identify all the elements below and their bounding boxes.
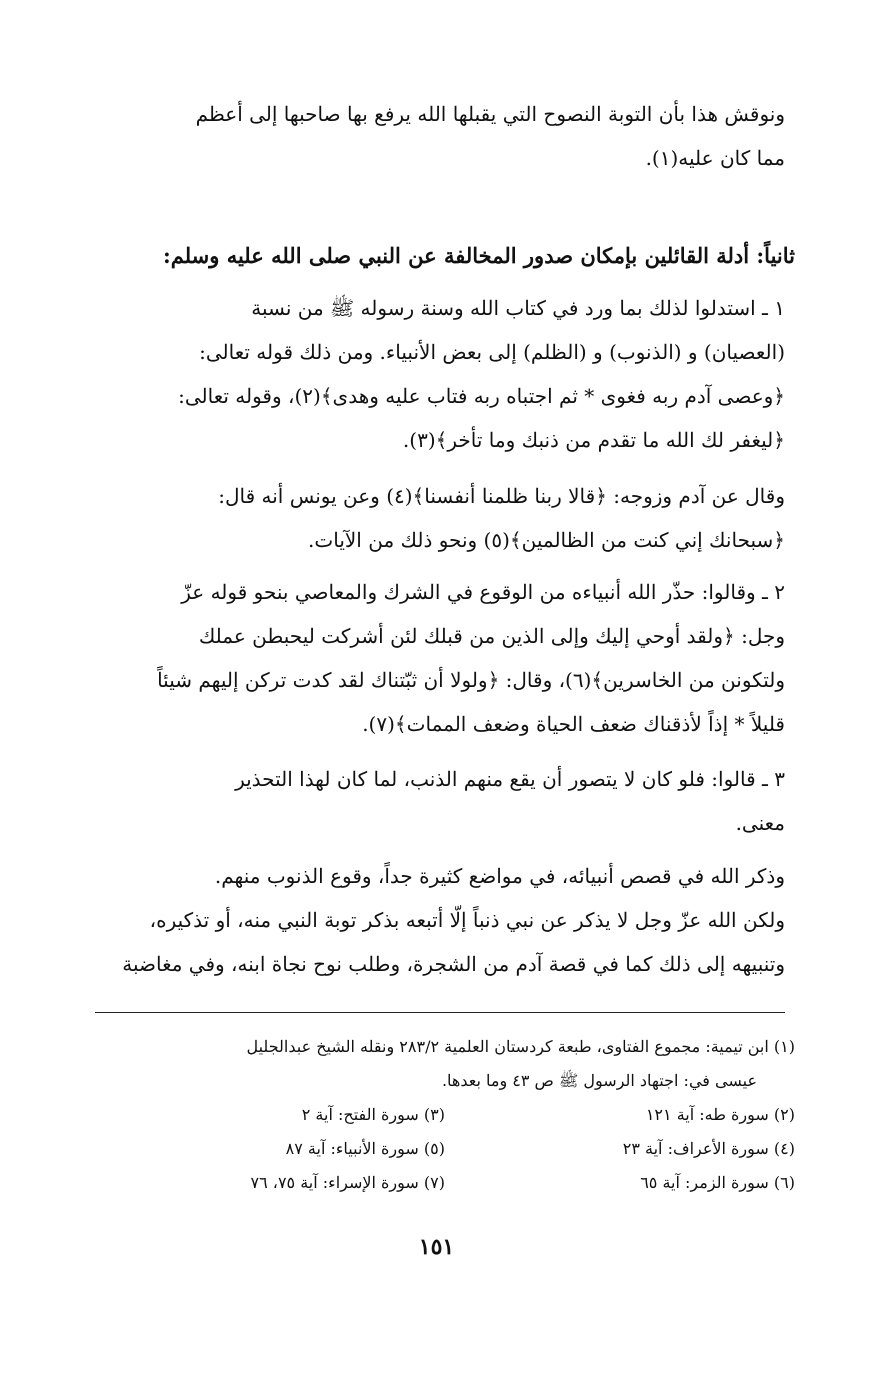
footnote-1-line-2: عيسى في: اجتهاد الرسول ﷺ ص ٤٣ وما بعدها. (441, 1071, 757, 1090)
paragraph-5 (95, 854, 785, 986)
intro-line-1: ونوقش هذا بأن التوبة النصوح التي يقبلها الله يرفع بها صاحبها إلى أعظم (195, 102, 785, 126)
paragraph-3-line-2: وجل: ﴿ولقد أوحي إليك وإلى الذين من قبلك لئن أشركت ليحبطن عملك (198, 624, 785, 648)
paragraph-1-line-3: ﴿وعصى آدم ربه فغوى * ثم اجتباه ربه فتاب عليه وهدى﴾(٢)، وقوله تعالى: (178, 384, 785, 408)
footnote-row-2-3 (95, 1098, 795, 1132)
paragraph-3 (95, 570, 785, 746)
footnote-6: (٦) سورة الزمر: آية ٦٥ (640, 1173, 795, 1192)
paragraph-5-line-1: وذكر الله في قصص أنبيائه، في مواضع كثيرة جداً، وقوع الذنوب منهم. (214, 864, 785, 888)
footnote-row-6-7 (95, 1166, 795, 1200)
intro-paragraph (95, 92, 785, 180)
paragraph-5-line-3: وتنبيهه إلى ذلك كما في قصة آدم من الشجرة، وطلب نوح نجاة ابنه، وفي مغاضبة (122, 952, 785, 976)
footnote-divider (95, 1012, 785, 1013)
paragraph-2 (95, 474, 785, 562)
paragraph-1-line-2: (العصيان) و (الذنوب) و (الظلم) إلى بعض الأنبياء. ومن ذلك قوله تعالى: (199, 340, 785, 364)
footnote-4: (٤) سورة الأعراف: آية ٢٣ (622, 1139, 795, 1158)
footnote-1 (95, 1030, 795, 1098)
page-number: ١٥١ (418, 1234, 455, 1260)
footnote-1-line-1: (١) ابن تيمية: مجموع الفتاوى، طبعة كردستان العلمية ٢٨٣/٢ ونقله الشيخ عبدالجليل (246, 1037, 795, 1056)
intro-line-2: مما كان عليه(١). (645, 146, 785, 170)
footnote-7: (٧) سورة الإسراء: آية ٧٥، ٧٦ (250, 1173, 445, 1192)
footnotes (95, 1030, 795, 1200)
footnote-row-4-5 (95, 1132, 795, 1166)
paragraph-4 (95, 757, 785, 845)
paragraph-1-line-4: ﴿ليغفر لك الله ما تقدم من ذنبك وما تأخر﴾(٣). (402, 428, 785, 452)
paragraph-3-line-1: ٢ ـ وقالوا: حذّر الله أنبياءه من الوقوع في الشرك والمعاصي بنحو قوله عزّ (181, 580, 785, 604)
section-heading: ثانياً: أدلة القائلين بإمكان صدور المخالفة عن النبي صلى الله عليه وسلم: (162, 243, 795, 268)
paragraph-5-line-2: ولكن الله عزّ وجل لا يذكر عن نبي ذنباً إلّا أتبعه بذكر توبة النبي منه، أو تذكيره، (149, 908, 785, 932)
paragraph-3-line-4: قليلاً * إذاً لأذقناك ضعف الحياة وضعف الممات﴾(٧). (362, 712, 785, 736)
paragraph-4-line-1: ٣ ـ قالوا: فلو كان لا يتصور أن يقع منهم الذنب، لما كان لهذا التحذير (235, 767, 785, 791)
paragraph-2-line-2: ﴿سبحانك إني كنت من الظالمين﴾(٥) ونحو ذلك من الآيات. (308, 528, 785, 552)
paragraph-2-line-1: وقال عن آدم وزوجه: ﴿قالا ربنا ظلمنا أنفسنا﴾(٤) وعن يونس أنه قال: (218, 484, 785, 508)
paragraph-1 (95, 286, 785, 462)
footnote-2: (٢) سورة طه: آية ١٢١ (645, 1105, 795, 1124)
paragraph-4-line-2: معنى. (735, 811, 785, 835)
paragraph-1-line-1: ١ ـ استدلوا لذلك بما ورد في كتاب الله وسنة رسوله ﷺ من نسبة (251, 296, 785, 320)
footnote-3: (٣) سورة الفتح: آية ٢ (301, 1105, 445, 1124)
paragraph-3-line-3: ولتكونن من الخاسرين﴾(٦)، وقال: ﴿ولولا أن ثبّتناك لقد كدت تركن إليهم شيئاً (157, 668, 785, 692)
footnote-5: (٥) سورة الأنبياء: آية ٨٧ (285, 1139, 445, 1158)
